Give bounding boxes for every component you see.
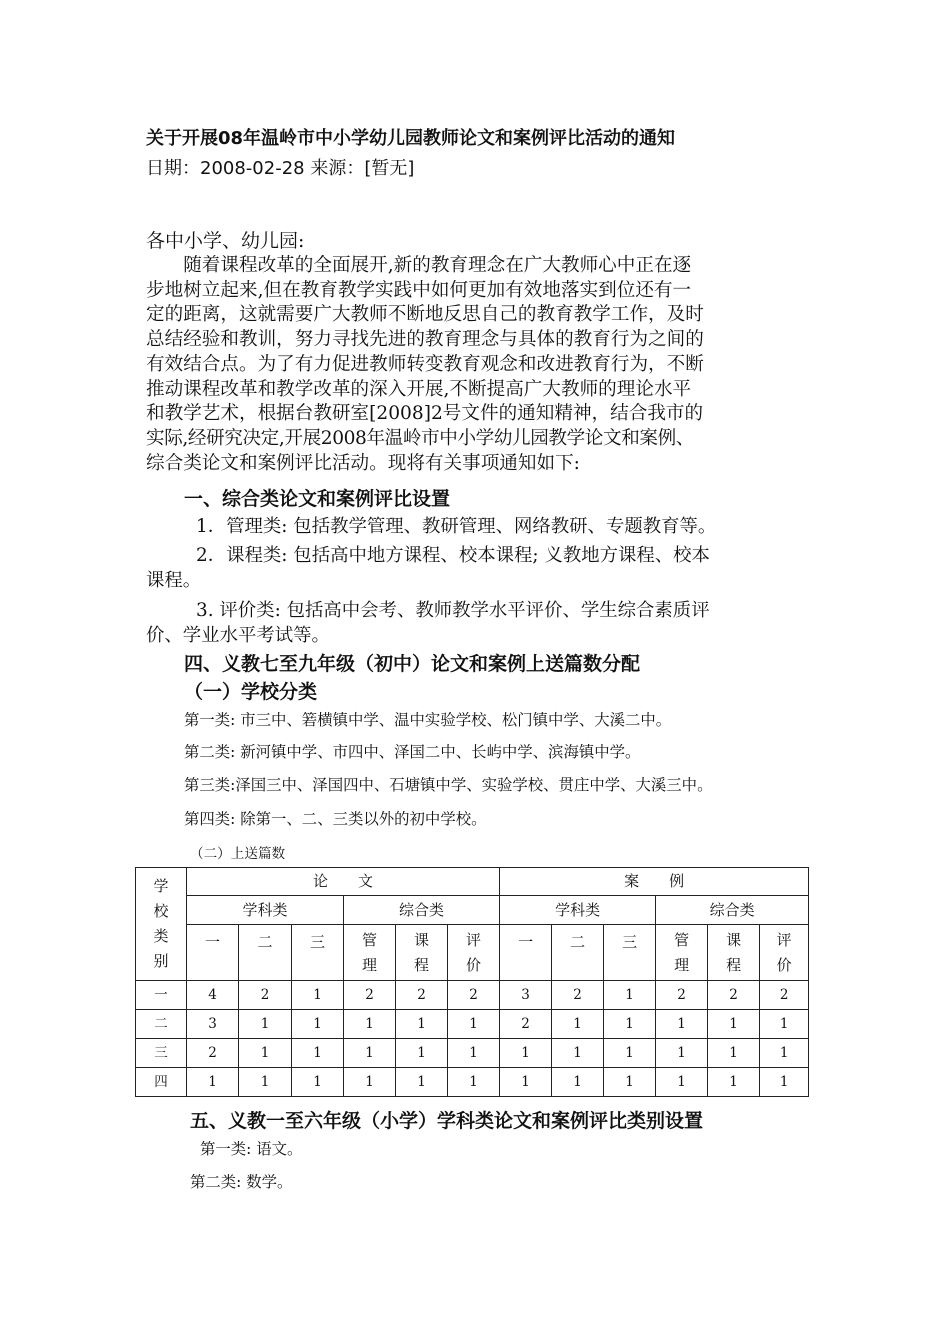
col-header: 三 <box>292 925 344 981</box>
table-cell: 1 <box>448 1068 500 1097</box>
col-header: 课 程 <box>708 925 760 981</box>
table-cell: 1 <box>187 1068 239 1097</box>
table-cell: 1 <box>344 1010 396 1039</box>
primary-category-1: 第一类: 语文。 <box>200 1140 303 1158</box>
table-cell: 1 <box>239 1068 292 1097</box>
table-cell: 1 <box>344 1068 396 1097</box>
table-cell: 1 <box>292 1039 344 1068</box>
table-row <box>136 981 809 1010</box>
col-header: 二 <box>239 925 292 981</box>
section1-item3-cont: 价、学业水平考试等。 <box>146 625 330 646</box>
table-row <box>136 1010 809 1039</box>
school-category-1: 第一类: 市三中、箬横镇中学、温中实验学校、松门镇中学、大溪二中。 <box>184 711 672 729</box>
col-header: 三 <box>604 925 656 981</box>
table-cell: 1 <box>448 1039 500 1068</box>
intro-line: 定的距离，这就需要广大教师不断地反思自己的教育教学工作，及时 <box>146 304 704 326</box>
school-category-3: 第三类:泽国三中、泽国四中、石塘镇中学、实验学校、贯庄中学、大溪三中。 <box>184 776 713 794</box>
table-row <box>136 1068 809 1097</box>
intro-line: 有效结合点。为了有力促进教师转变教育观念和改进教育行为，不断 <box>146 353 704 375</box>
table-cell: 1 <box>656 1039 708 1068</box>
section5-heading: 五、义教一至六年级（小学）学科类论文和案例评比类别设置 <box>190 1110 704 1132</box>
document-title: 关于开展08年温岭市中小学幼儿园教师论文和案例评比活动的通知 <box>146 128 676 149</box>
document-meta: 日期：2008-02-28 来源：[暂无] <box>146 158 415 179</box>
section1-item2-cont: 课程。 <box>146 570 202 591</box>
table-cell: 1 <box>292 1068 344 1097</box>
table-cell: 1 <box>656 1010 708 1039</box>
row-label: 一 <box>136 981 187 1010</box>
section1-heading: 一、综合类论文和案例评比设置 <box>184 488 451 510</box>
table-cell: 1 <box>708 1068 760 1097</box>
table-cell: 2 <box>448 981 500 1010</box>
col-header: 一 <box>187 925 239 981</box>
table-cell: 1 <box>500 1039 552 1068</box>
table-cell: 1 <box>604 981 656 1010</box>
table-cell: 2 <box>760 981 809 1010</box>
case-composite-header: 综合类 <box>656 896 809 925</box>
row-label: 三 <box>136 1039 187 1068</box>
intro-line: 步地树立起来,但在教育教学实践中如何更加有效地落实到位还有一 <box>146 279 692 301</box>
section1-item1: 1．管理类: 包括教学管理、教研管理、网络教研、专题教育等。 <box>196 516 717 537</box>
table-cell: 2 <box>708 981 760 1010</box>
intro-line: 总结经验和教训，努力寻找先进的教育理念与具体的教育行为之间的 <box>146 329 704 351</box>
table-cell: 1 <box>239 1010 292 1039</box>
table-cell: 1 <box>760 1010 809 1039</box>
table-cell: 1 <box>292 1010 344 1039</box>
table-cell: 1 <box>448 1010 500 1039</box>
paper-header: 论文 <box>187 868 500 896</box>
intro-line: 综合类论文和案例评比活动。现将有关事项通知如下: <box>146 452 580 474</box>
row-label: 二 <box>136 1010 187 1039</box>
school-category-header: 学 校 类 别 <box>136 868 187 981</box>
col-header: 管 理 <box>656 925 708 981</box>
table-cell: 1 <box>760 1068 809 1097</box>
table-cell: 2 <box>239 981 292 1010</box>
table-cell: 1 <box>604 1039 656 1068</box>
section1-item3: 3. 评价类: 包括高中会考、教师教学水平评价、学生综合素质评 <box>196 600 710 621</box>
paper-subject-header: 学科类 <box>187 896 344 925</box>
table-cell: 1 <box>604 1010 656 1039</box>
paper-composite-header: 综合类 <box>344 896 500 925</box>
table-cell: 2 <box>344 981 396 1010</box>
section4-sub1: （一）学校分类 <box>184 681 318 703</box>
col-header: 评 价 <box>448 925 500 981</box>
table-cell: 3 <box>187 1010 239 1039</box>
table-cell: 2 <box>500 1010 552 1039</box>
row-label: 四 <box>136 1068 187 1097</box>
table-cell: 2 <box>187 1039 239 1068</box>
table-cell: 1 <box>656 1068 708 1097</box>
intro-line: 和教学艺术，根据台教研室[2008]2号文件的通知精神，结合我市的 <box>146 403 704 425</box>
case-subject-header: 学科类 <box>500 896 656 925</box>
table-cell: 2 <box>656 981 708 1010</box>
table-cell: 1 <box>604 1068 656 1097</box>
primary-category-2: 第二类: 数学。 <box>190 1173 293 1191</box>
table-cell: 3 <box>500 981 552 1010</box>
col-header: 一 <box>500 925 552 981</box>
col-header: 课 程 <box>396 925 448 981</box>
case-header: 案例 <box>500 868 809 896</box>
table-cell: 2 <box>552 981 604 1010</box>
table-cell: 2 <box>396 981 448 1010</box>
intro-line: 推动课程改革和教学改革的深入开展,不断提高广大教师的理论水平 <box>146 378 692 400</box>
table-cell: 1 <box>344 1039 396 1068</box>
table-cell: 1 <box>552 1039 604 1068</box>
col-header: 管 理 <box>344 925 396 981</box>
table-cell: 1 <box>396 1010 448 1039</box>
school-category-2: 第二类: 新河镇中学、市四中、泽国二中、长屿中学、滨海镇中学。 <box>184 743 641 761</box>
school-category-4: 第四类: 除第一、二、三类以外的初中学校。 <box>184 810 487 828</box>
intro-paragraph <box>146 254 816 476</box>
table-cell: 1 <box>500 1068 552 1097</box>
table-cell: 4 <box>187 981 239 1010</box>
table-cell: 1 <box>396 1068 448 1097</box>
table-cell: 1 <box>760 1039 809 1068</box>
table-cell: 1 <box>552 1068 604 1097</box>
section4-heading: 四、义教七至九年级（初中）论文和案例上送篇数分配 <box>184 653 641 675</box>
table-cell: 1 <box>552 1010 604 1039</box>
table-cell: 1 <box>292 981 344 1010</box>
submission-count-table <box>135 867 809 1097</box>
table-cell: 1 <box>708 1039 760 1068</box>
table-cell: 1 <box>239 1039 292 1068</box>
table-cell: 1 <box>396 1039 448 1068</box>
section1-item2: 2．课程类: 包括高中地方课程、校本课程; 义教地方课程、校本 <box>196 545 710 566</box>
section4-sub2: （二）上送篇数 <box>190 846 286 862</box>
salutation: 各中小学、幼儿园: <box>146 230 305 252</box>
table-cell: 1 <box>708 1010 760 1039</box>
intro-line: 实际,经研究决定,开展2008年温岭市中小学幼儿园教学论文和案例、 <box>146 427 694 449</box>
table-row <box>136 1039 809 1068</box>
col-header: 评 价 <box>760 925 809 981</box>
intro-line: 随着课程改革的全面展开,新的教育理念在广大教师心中正在逐 <box>146 255 692 276</box>
col-header: 二 <box>552 925 604 981</box>
